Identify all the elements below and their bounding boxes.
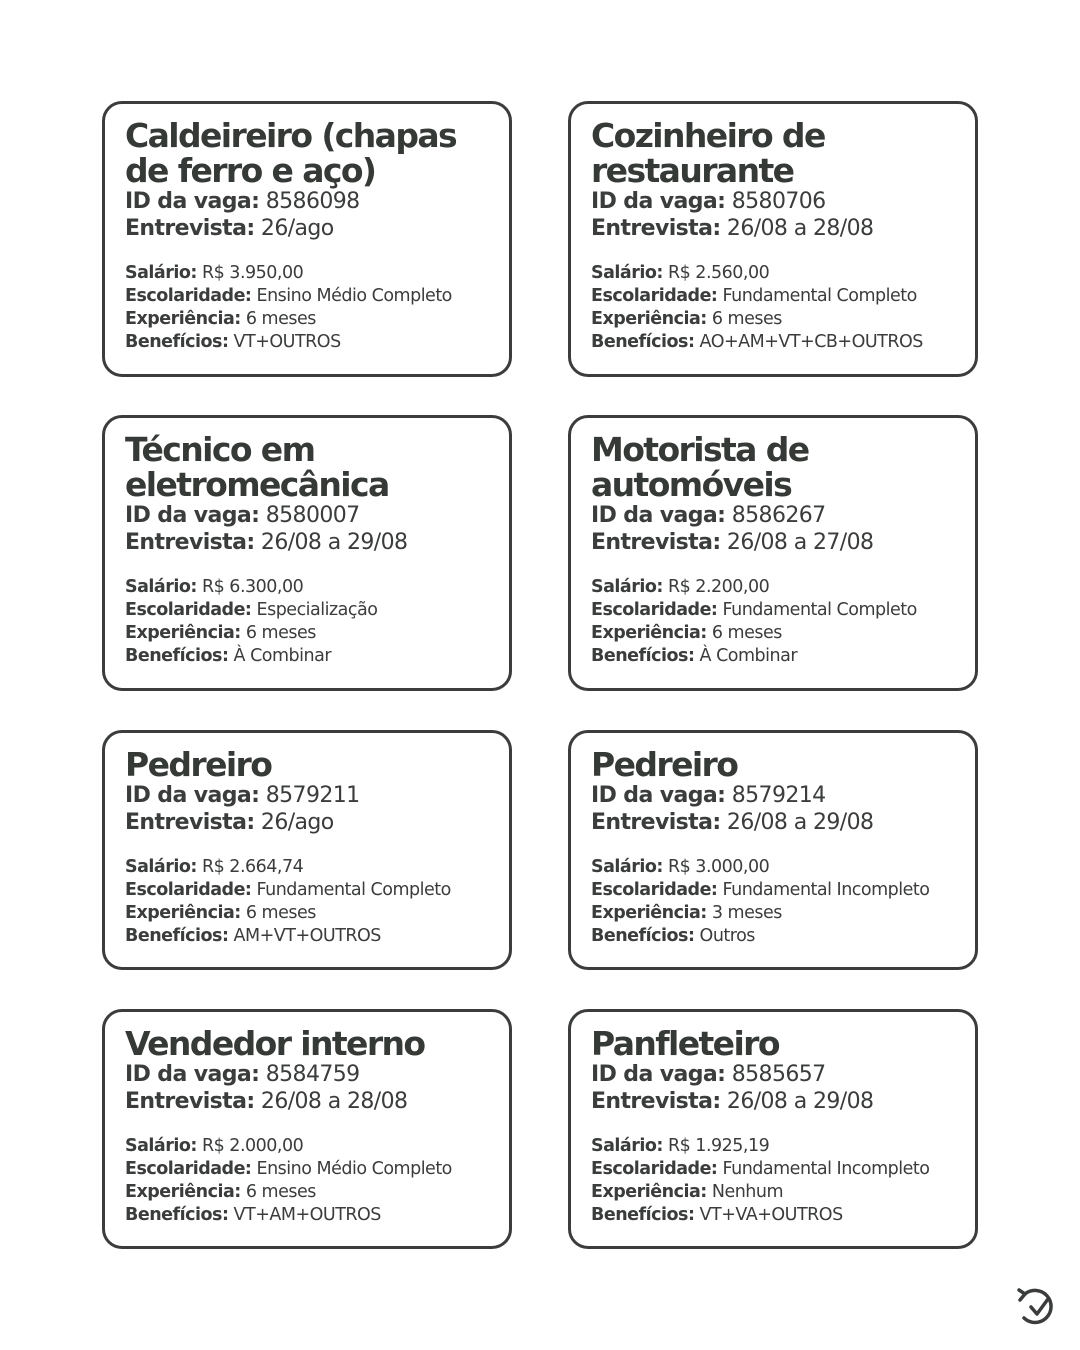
job-details (591, 262, 975, 354)
job-id: ID da vaga: 8585657 (591, 1062, 826, 1087)
job-card (568, 101, 978, 377)
job-education: Escolaridade: Fundamental Incompleto (591, 1159, 930, 1179)
job-benefits: Benefícios: À Combinar (125, 646, 332, 666)
job-id: ID da vaga: 8586267 (591, 503, 826, 528)
job-interview: Entrevista: 26/08 a 28/08 (591, 216, 874, 241)
job-interview: Entrevista: 26/08 a 27/08 (591, 530, 874, 555)
job-id: ID da vaga: 8579214 (591, 783, 826, 808)
job-education: Escolaridade: Fundamental Completo (125, 880, 451, 900)
job-id: ID da vaga: 8584759 (125, 1062, 360, 1087)
job-experience: Experiência: Nenhum (591, 1182, 784, 1202)
job-benefits: Benefícios: VT+VA+OUTROS (591, 1205, 843, 1225)
job-details (125, 262, 509, 354)
job-salary: Salário: R$ 6.300,00 (125, 577, 304, 597)
job-id: ID da vaga: 8586098 (125, 189, 360, 214)
job-card (568, 1009, 978, 1249)
job-id: ID da vaga: 8580007 (125, 503, 360, 528)
job-education: Escolaridade: Fundamental Incompleto (591, 880, 930, 900)
job-details (125, 856, 509, 948)
job-title: Vendedor interno (125, 1024, 425, 1063)
job-id: ID da vaga: 8579211 (125, 783, 360, 808)
brand-logo-icon (1016, 1284, 1060, 1330)
job-experience: Experiência: 3 meses (591, 903, 782, 923)
job-title: Motorista de automóveis (591, 430, 809, 504)
job-interview: Entrevista: 26/08 a 28/08 (125, 1089, 408, 1114)
job-title: Cozinheiro de restaurante (591, 116, 825, 190)
job-title: Pedreiro (591, 745, 738, 784)
job-benefits: Benefícios: AO+AM+VT+CB+OUTROS (591, 332, 923, 352)
job-id: ID da vaga: 8580706 (591, 189, 826, 214)
job-benefits: Benefícios: Outros (591, 926, 755, 946)
job-card (568, 415, 978, 691)
job-card (102, 730, 512, 970)
job-salary: Salário: R$ 3.950,00 (125, 263, 304, 283)
job-experience: Experiência: 6 meses (591, 309, 782, 329)
job-benefits: Benefícios: AM+VT+OUTROS (125, 926, 381, 946)
job-interview: Entrevista: 26/ago (125, 216, 334, 241)
job-details (125, 1135, 509, 1227)
job-education: Escolaridade: Fundamental Completo (591, 600, 917, 620)
job-interview: Entrevista: 26/08 a 29/08 (125, 530, 408, 555)
job-salary: Salário: R$ 2.000,00 (125, 1136, 304, 1156)
job-title: Caldeireiro (chapas de ferro e aço) (125, 116, 457, 190)
job-education: Escolaridade: Ensino Médio Completo (125, 1159, 452, 1179)
job-salary: Salário: R$ 1.925,19 (591, 1136, 770, 1156)
job-card (568, 730, 978, 970)
job-salary: Salário: R$ 3.000,00 (591, 857, 770, 877)
job-title: Panfleteiro (591, 1024, 779, 1063)
job-benefits: Benefícios: VT+AM+OUTROS (125, 1205, 381, 1225)
job-benefits: Benefícios: VT+OUTROS (125, 332, 341, 352)
job-card (102, 415, 512, 691)
job-experience: Experiência: 6 meses (125, 309, 316, 329)
job-salary: Salário: R$ 2.664,74 (125, 857, 304, 877)
job-experience: Experiência: 6 meses (125, 903, 316, 923)
job-experience: Experiência: 6 meses (591, 623, 782, 643)
job-card (102, 1009, 512, 1249)
job-salary: Salário: R$ 2.200,00 (591, 577, 770, 597)
job-interview: Entrevista: 26/08 a 29/08 (591, 810, 874, 835)
job-details (125, 576, 509, 668)
job-education: Escolaridade: Especialização (125, 600, 378, 620)
job-benefits: Benefícios: À Combinar (591, 646, 798, 666)
job-card (102, 101, 512, 377)
job-interview: Entrevista: 26/08 a 29/08 (591, 1089, 874, 1114)
job-education: Escolaridade: Ensino Médio Completo (125, 286, 452, 306)
job-experience: Experiência: 6 meses (125, 1182, 316, 1202)
job-details (591, 576, 975, 668)
job-education: Escolaridade: Fundamental Completo (591, 286, 917, 306)
job-title: Técnico em eletromecânica (125, 430, 389, 504)
job-details (591, 856, 975, 948)
job-interview: Entrevista: 26/ago (125, 810, 334, 835)
job-experience: Experiência: 6 meses (125, 623, 316, 643)
job-details (591, 1135, 975, 1227)
job-title: Pedreiro (125, 745, 272, 784)
job-salary: Salário: R$ 2.560,00 (591, 263, 770, 283)
